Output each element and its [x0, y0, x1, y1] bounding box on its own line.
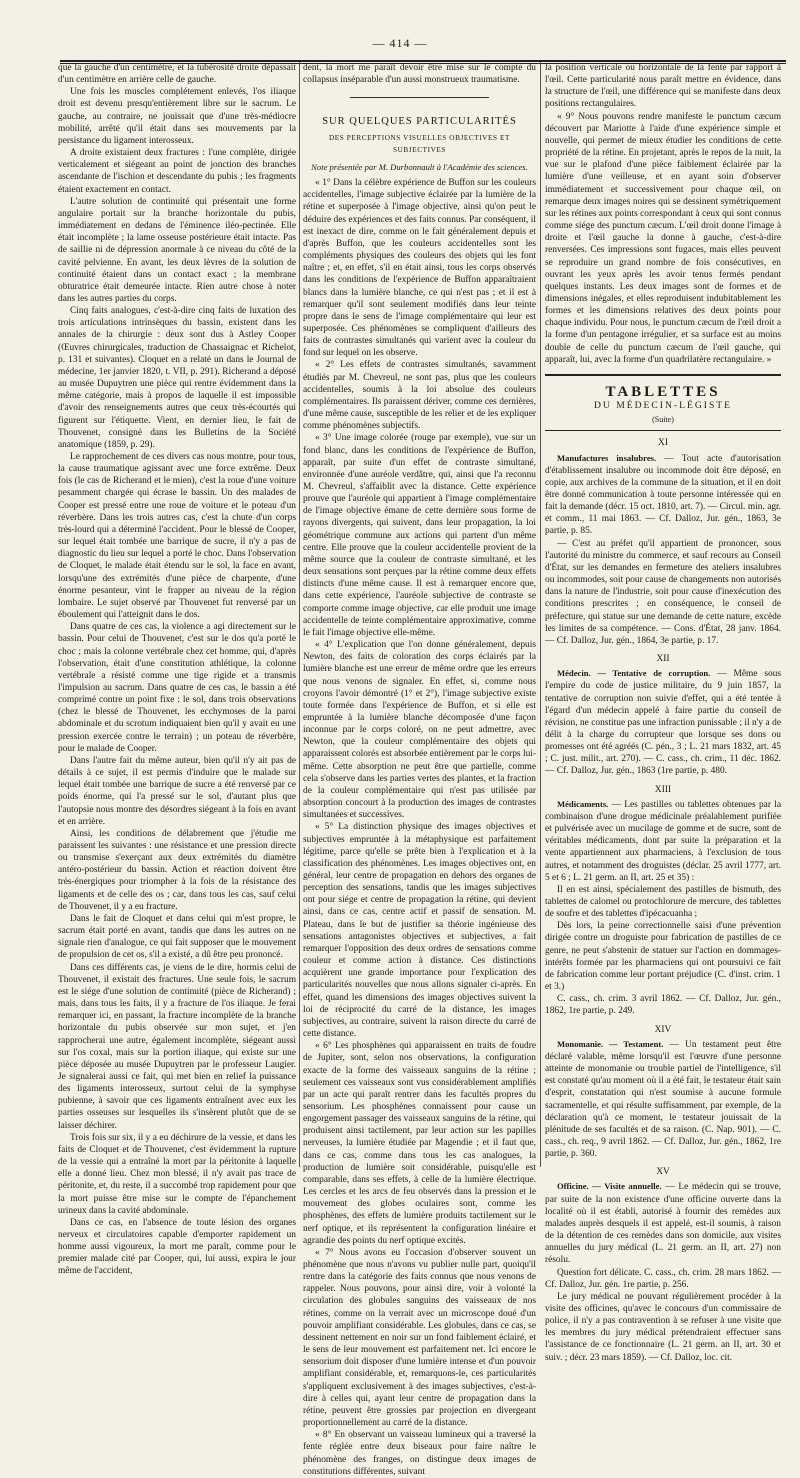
- column-divider: [540, 62, 541, 1167]
- paragraph: « 6° Les phosphènes qui apparaissent en traits de foudre de Jupiter, sont, selon nos observations, la configuration exacte de la forme des vaisseaux sanguins de la rétine ; seulement ces vaisseaux sont vus considérablement amplifiés par un acte qui paraît rentrer dans les facultés propres du sensorium. Les phosphènes connaissent pour cause un engorgement passager des vaisseaux sanguins de la rétine, qui produisent ainsi tactilement, par leur action sur les papilles nerveuses, la lumière étudiée par Magendie ; et il faut que, dans ce cas, comme dans tous les cas analogues, la production de lumière soit considérable, puisqu'elle est comparable, dans ses effets, à celle de la lumière électrique. Les cercles et les arcs de feu observés dans la pression et le mouvement des globes oculaires sont, comme les phosphènes, des effets de lumière produits tactilement sur le nerf optique, et ils représentent la configuration linéaire et agrandie des points du nerf optique excités.: [303, 1041, 536, 1246]
- entry-text: — Un testament peut être déclaré valable, même lorsqu'il est l'œuvre d'une personne atteinte de monomanie ou trouble partiel de l'intelligence, s'il est constaté qu'au moment où il a été fait, le testateur était sain d'esprit, constatation qui n'est soumise à aucune formule sacramentelle, et qui résulte suffisamment, par exemple, de la déclaration qu'à ce moment, le testateur jouissait de la plénitude de ses facultés et de sa raison. (C. Nap. 901). — C. cass., ch. req., 9 avril 1862. — Cf. Dalloz, Jur. gén., 1862, 1re partie, p. 360.: [545, 1039, 782, 1160]
- section-number: XI: [658, 438, 668, 449]
- article-title: SUR QUELQUES PARTICULARITÉS: [322, 116, 517, 128]
- paragraph: Dans ces différents cas, je viens de le dire, hormis celui de Thouvenet, il existait des fractures. Une seule fois, le sacrum est le siége d'une solution de continuité (pièce de Richerand) ; mais, dans tous les faits, il y a fracture de l'os iliaque. Je ferai remarquer ici, en passant, la fracture incomplète de la branche horizontale du pubis observée sur mon sujet, et j'en rapprocherai une autre, également incomplète, siégeant aussi sur l'os coxal, mais sur la portion iliaque, qui existe sur une pièce déposée au musée Dupuytren par le professeur Laugier. Je signalerai aussi ce fait, qui met bien en relief la puissance des ligaments interosseux, surtout celui de la symphyse pubienne, à savoir que ces ligaments entraînent avec eux les parties osseuses sur lesquelles ils s'insèrent plutôt que de se laisser déchirer.: [58, 962, 296, 1131]
- paragraph: Le jury médical ne pouvant régulièrement procéder à la visite des officines, qu'avec le concours d'un commissaire de police, il n'y a pas contravention à se refuser à une visite que les membres du jury médical prétendraient effectuer sans l'assistance de ce fonctionnaire (L. 21 germ. an II, art. 30 et suiv. ; décr. 23 mars 1859). — Cf. Dalloz, loc. cit.: [545, 1291, 781, 1363]
- paragraph: Il en est ainsi, spécialement des pastilles de bismuth, des tablettes de calomel ou protochlorure de mercure, des tablettes de soufre et des tablettes d'ipécacuanha ;: [545, 884, 781, 920]
- paragraph: L'autre solution de continuité qui présentait une forme angulaire portait sur la branche horizontale du pubis, immédiatement en dedans de l'éminence iléo-pectinée. Elle était incomplète ; la lame osseuse postérieure était intacte. Pas de saillie ni de dépression anormale à ce niveau du côté de la cavité pelvienne. En avant, les deux lèvres de la solution de continuité étaient dans un contact exact ; la membrane obturatrice était demeurée intacte. Rien autre chose à noter dans les autres parties du corps.: [58, 196, 296, 304]
- paragraph: A droite existaient deux fractures : l'une complète, dirigée verticalement et siégeant au point de jonction des branches ascendante de l'ischion et descendante du pubis ; les fragments étaient exactement en contact.: [58, 148, 296, 195]
- section-xi: [545, 437, 781, 647]
- article-note: Note présentée par M. Durbonnault à l'Académie des sciences.: [311, 161, 528, 172]
- paragraph: — C'est au préfet qu'il appartient de prononcer, sous l'autorité du ministre du commerce, et sauf recours au Conseil d'État, sur les demandes en fermeture des ateliers insalubres ou incommodes, soit pour cause de changements non autorisés dans la nature de l'industrie, soit pour cause d'inexécution des conditions prescrites ; en conséquence, le conseil de préfecture, qui statue sur une demande de cette nature, excède les limites de sa compétence. — Cons. d'État, 28 janv. 1864. — Cf. Dalloz, Jur. gén., 1864, 3e partie, p. 17.: [545, 538, 781, 646]
- entry-heading: Monomanie. — Testament.: [557, 1038, 664, 1049]
- paragraph: « 2° Les effets de contrastes simultanés, savamment étudiés par M. Chevreul, ne sont pas, plus que les couleurs accidentelles, soumis à la loi absolue des couleurs complémentaires. Ils paraissent dériver, comme ces dernières, d'une même cause, susceptible de les relier et de les expliquer comme phénomènes subjectifs.: [303, 360, 536, 432]
- section-rule: [303, 90, 536, 102]
- paragraph: Une fois les muscles complétement enlevés, l'os iliaque droit est devenu presqu'entièrement libre sur le sacrum. Le gauche, au contraire, ne jouissait que d'une très-médiocre mobilité, arrêté qu'il était dans ses mouvements par la persistance du ligament interosseux.: [58, 87, 296, 146]
- tablettes-header: [545, 374, 781, 431]
- paragraph: « 8° En observant un vaisseau lumineux qui a traversé la fente réglée entre deux biseaux pour faire naître le phénomène des franges, on distingue deux images de constitutions différentes, suivant: [303, 1430, 536, 1477]
- column-2: [303, 62, 536, 1477]
- paragraph: Dès lors, la peine correctionnelle saisi d'une prévention dirigée contre un droguiste pour fabrication de pastilles de ce genre, ne peut s'abstenir de statuer sur l'action en dommages-intérêts formée par les pharmaciens qui ont poursuivi ce fait de fabrication comme leur portant préjudice (C. d'inst. crim. 1 et 3.): [545, 921, 781, 993]
- paragraph: Dans le fait de Cloquet et dans celui qui m'est propre, le sacrum était porté en avant, tandis que dans les autres on ne signale rien d'analogue, ce qui fait supposer que le mouvement de propulsion de cet os, s'il a existé, a dû être peu prononcé.: [58, 913, 296, 961]
- paragraph: Dans l'autre fait du même auteur, bien qu'il n'y ait pas de détails à ce sujet, il est permis d'induire que le malade sur lequel était tombée une barrique de sucre a été renversé par ce poids énorme, qui l'a pressé sur le sol, d'autant plus que l'autopsie nous montre des désordres siégeant à la fois en avant et en arrière.: [58, 755, 296, 827]
- paragraph: dent, la mort me paraît devoir être mise sur le compte du collapsus inséparable d'un aussi monstrueux traumatisme.: [303, 63, 536, 86]
- tablettes-suite: (Suite): [652, 415, 674, 425]
- paragraph: C. cass., ch. crim. 3 avril 1862. — Cf. Dalloz, Jur. gén., 1862, 1re partie, p. 249.: [545, 994, 781, 1017]
- entry-text: — Même sous l'empire du code de justice militaire, du 9 juin 1857, la tentative de corruption non suivie d'effet, qui a été tentée à l'égard d'un médecin appelé à faire partie du conseil de révision, ne constitue pas une infraction punissable ; il n'y a de délit à la charge du corrupteur que lorsque ses dons ou promesses ont été agréés (C. pén., 3 ; L. 21 mars 1832, art. 45 ; C. just. milit., art. 270). — C. cass., ch. crim., 11 déc. 1862. — Cf. Dalloz, Jur. gén., 1863 (1re partie, p. 480.: [545, 669, 782, 777]
- article-subtitle: DES PERCEPTIONS VISUELLES OBJECTIVES ET SUBJECTIVES: [328, 133, 510, 154]
- section-number: XV: [656, 1167, 670, 1178]
- paragraph: Question fort délicate. C. cass., ch. crim. 28 mars 1862. — Cf. Dalloz, Jur. gén. 1re partie, p. 256.: [545, 1267, 781, 1290]
- section-xiv: [545, 1024, 781, 1161]
- tablettes-title: TABLETTES: [605, 383, 721, 400]
- paragraph: Trois fois sur six, il y a eu déchirure de la vessie, et dans les faits de Cloquet et de Thouvenet, c'est évidemment la rupture de la vessie qui a entraîné la mort par la péritonite à laquelle elle a donné lieu. Chez mon blessé, il n'y avait pas trace de péritonite, et, du reste, il a succombé trop rapidement pour que la mort puisse être mise sur le compte de l'épanchement urineux dans la cavité abdominale.: [58, 1132, 296, 1216]
- entry-text: — Tout acte d'autorisation d'établissement insalubre ou incommode doit être déposé, en copie, aux archives de la commune de la situation, et il en doit être donné communication à toute personne intéressée qui en fait la demande (décr. 15 oct. 1810, art. 7). — Circul. min. agr. et comm., 11 mai 1863. — Cf. Dalloz, Jur. gén., 1863, 3e partie, p. 85.: [545, 453, 781, 537]
- section-xiii: [545, 784, 781, 1018]
- paragraph: « 7° Nous avons eu l'occasion d'observer souvent un phénomène que nous n'avons vu publier nulle part, quoiqu'il rentre dans la catégorie des faits connus que nous venons de rappeler. Nous pouvons, pour ainsi dire, voir à volonté la circulation des globules sanguins des vaisseaux de nos rétines, comme on la verrait avec un microscope doué d'un pouvoir amplifiant considérable. Les globules, dans ce cas, se dessinent nettement en noir sur un fond faiblement éclairé, et le sens de leur mouvement est parfaitement net. Ici encore le sensorium doit disposer d'une lumière intense et d'un pouvoir amplifiant considérable, et, remarquons-le, ces particularités s'appliquent exclusivement à des images subjectives, c'est-à-dire à celles qui, ayant leur centre de propagation dans la rétine, peuvent être grossies par projection en divergeant proportionnellement au carré de la distance.: [303, 1247, 536, 1429]
- column-divider: [299, 62, 300, 1167]
- paragraph: Dans ce cas, en l'absence de toute lésion des organes nerveux et circulatoires capable d'emporter rapidement un homme aussi vigoureux, la mort me paraît, comme pour le premier malade cité par Cooper, qui, lui aussi, expira le jour même de l'accident,: [58, 1217, 296, 1277]
- section-number: XIV: [654, 1024, 672, 1035]
- entry-heading: Manufactures insalubres.: [557, 452, 657, 463]
- paragraph: que la gauche d'un centimètre, et la tubérosité droite dépassait d'un centimètre en arrière celle de gauche.: [58, 63, 296, 86]
- tablettes-subtitle: DU MÉDECIN-LÉGISTE: [593, 400, 733, 412]
- entry-heading: Officine. — Visite annuelle.: [557, 1181, 662, 1192]
- column-3: [545, 62, 782, 1363]
- entry-heading: Médecin. — Tentative de corruption.: [557, 668, 711, 679]
- entry-heading: Médicaments.: [557, 798, 609, 809]
- paragraph: Dans quatre de ces cas, la violence a agi directement sur le bassin. Pour celui de Thouvenet, c'est sur le dos qu'a porté le choc ; mais la colonne vertébrale chez cet homme, qui, d'après l'observation, était d'une constitution athlétique, la colonne vertébrale a résisté comme une tige rigide et a transmis l'impulsion au sacrum. Dans quatre de ces cas, le bassin a été comprimé contre un point fixe : le sol, dans trois observations (chez le blessé de Thouvenet, les ecchymoses de la paroi abdominale et du scrotum indiquaient bien qu'il y avait eu une pression exercée contre le terrain) ; un poteau de réverbère, pour le malade de Cooper.: [58, 622, 296, 754]
- paragraph: Ainsi, les conditions de délabrement que j'étudie me paraissent les suivantes : une résistance et une pression directe ou transmise s'exerçant aux deux extrémités du diamètre antéro-postérieur du bassin. Action et réaction doivent être très-énergiques pour triompher à la fois de la résistance des ligaments et de celle des os ; car, dans tous les cas, sauf celui de Thouvenet, il y a eu fracture.: [58, 828, 296, 912]
- entry-text: — Le médecin qui se trouve, par suite de la non existence d'une officine ouverte dans la localité où il est établi, autorisé à fournir des remèdes aux malades auprès desquels il est appelé, est-il soumis, à raison de la détention de ces remèdes dans son domicile, aux visites annuelles du jury médical (L. 21 germ. an II, art. 27) non résolu.: [545, 1182, 781, 1266]
- paragraph: « 9° Nous pouvons rendre manifeste le punctum cæcum découvert par Mariotte à l'aide d'une expérience simple et nouvelle, qui permet de mieux étudier les conditions de cette propriété de la rétine. En projetant, après le repos de la nuit, la vue sur le plafond d'une pièce faiblement éclairée par la lumière d'une veilleuse, et en ayant soin d'observer immédiatement et successivement pour chaque œil, on remarque deux images noires qui se dessinent symétriquement sur les rétines aux points correspondant à ceux qui sont connus comme siége des punctum cæcum. L'œil droit donne l'image à droite et l'œil gauche la donne à gauche, c'est-à-dire renversées. Ces impressions sont fugaces, mais elles peuvent se reproduire un grand nombre de fois consécutives, en ouvrant les yeux après les avoir tenus fermés pendant quelques instants. Les deux images sont de formes et de dimensions inégales, et elles reproduisent indubitablement les formes et les dimensions relatives des deux points pour chaque individu. Pour nous, le punctum cæcum de l'œil droit a la forme d'un pentagone irrégulier, et sa surface est au moins double de celle du punctum cæcum de l'œil gauche, qui apparaît, lui, avec la forme d'un quadrilatère rectangulaire. »: [545, 111, 781, 365]
- paragraph: la position verticale ou horizontale de la fente par rapport à l'œil. Cette particularité nous paraît mettre en évidence, dans la structure de l'œil, une différence qui se manifeste dans deux positions rectangulaires.: [545, 63, 781, 110]
- paragraph: « 3° Une image colorée (rouge par exemple), vue sur un fond blanc, dans les conditions de l'expérience de Buffon, apparaît, par suite d'un effet de contraste simultané, environnée d'une auréole verdâtre, qui, ainsi que l'a reconnu M. Chevreul, s'affaiblit avec la distance. Cette expérience prouve que l'auréole qui appartient à l'image complémentaire de l'image objective émane de cette dernière sous forme de rayons divergents, qui suivent, dans leur propagation, la loi géométrique commune aux actions qui partent d'un même centre. Elle prouve que la couleur accidentelle provient de la même source que la couleur de contraste simultané, et les deux sensations sont perçues par la rétine comme deux effets distincts d'une même cause. Il est à remarquer encore que, dans cette expérience, l'auréole subjective de contraste se comporte comme image objective, car elle produit une image accidentelle de teinte complémentaire approximative, comme le fait l'image objective elle-même.: [303, 433, 536, 638]
- paragraph: Le rapprochement de ces divers cas nous montre, pour tous, la cause traumatique agissant avec une force extrême. Deux fois (le cas de Richerand et le mien), c'est la roue d'une voiture pesamment chargée qui écrase le bassin. Un des malades de Cooper est pressé entre une roue de voiture et le poteau d'un réverbère. Dans les trois autres cas, c'est la chute d'un corps très-lourd qui a déterminé l'accident. Pour le blessé de Cooper, sur lequel était tombée une barrique de sucre, il n'y a pas de diagnostic du lieu sur lequel a porté le choc. Dans l'observation de Cloquet, le malade était étendu sur le sol, la face en avant, lorsqu'une des extrémités d'une pièce de charpente, d'une énorme pesanteur, vint le frapper au niveau de la région lombaire. Le sujet observé par Thouvenet fut renversé par un éboulement qui l'atteignit dans le dos.: [58, 452, 296, 621]
- column-1: [58, 62, 296, 1277]
- paragraph: « 4° L'explication que l'on donne généralement, depuis Newton, des faits de coloration des corps éclairés par la lumière blanche est une erreur de même ordre que les erreurs que nous venons de signaler. En effet, si, comme nous croyons l'avoir démontré (1° et 2°), l'image subjective existe toute formée dans l'expérience de Buffon, et si elle est empruntée à la lumière blanche décomposée d'une façon inconnue par le corps coloré, on ne peut admettre, avec Newton, que la couleur complémentaire des objets qui apparaissent colorés est absorbée entièrement par le corps lui-même. Cette absorption ne peut être que partielle, comme cela s'observe dans les parties vertes des plantes, et la fraction de la couleur complémentaire qui n'est pas utilisée par absorption concourt à la production des images de contrastes simultanées et successives.: [303, 640, 536, 821]
- paragraph: « 5° La distinction physique des images objectives et subjectives empruntée à la métaphysique est parfaitement légitime, parce qu'elle se prête bien à l'explication et à la classification des phénomènes. Les images objectives ont, en général, leur centre de propagation en dehors des organes de perception des sensations, tandis que les images subjectives ont pour siége et centre de propagation la rétine, qui devient ainsi, dans ce cas, centre actif et passif de sensation. M. Plateau, dans le but de justifier sa théorie ingénieuse des sensations antagonistes objectives et subjectives, a fait remarquer l'opposition des deux ordres de sensations comme couleur et comme action à distance. Ces distinctions acquièrent une grande importance pour l'explication des particularités nouvelles que nous allons signaler ci-après. En effet, quand les dimensions des images objectives suivent la loi de réciprocité du carré de la distance, les images subjectives, au contraire, suivent la raison directe du carré de cette distance.: [303, 822, 536, 1040]
- page-header: [0, 6, 800, 58]
- page-number: — 414 —: [372, 36, 428, 50]
- section-number: XIII: [654, 784, 672, 795]
- section-number: XII: [656, 654, 670, 665]
- section-xv: [545, 1166, 781, 1364]
- entry-text: — Les pastilles ou tablettes obtenues par la combinaison d'une drogue médicinale préalablement purifiée et pulvérisée avec un mucilage de gomme et de sucre, sont de véritables médicaments, dont par suite la préparation et la vente appartiennent aux pharmaciens, à l'exclusion de tous autres, et notamment des droguistes (déclar. 25 avril 1777, art. 5 et 6 ; L. 21 germ. an II, art. 25 et 35) :: [545, 799, 781, 883]
- paragraph: Cinq faits analogues, c'est-à-dire cinq faits de luxation des trois articulations intrinsèques du bassin, existent dans les annales de la chirurgie : deux sont dus à Astley Cooper (Œuvres chirurgicales, traduction de Chassaignac et Richelot, p. 131 et suivantes). Cloquet en a relaté un dans le Journal de médecine, 1er janvier 1820, t. VII, p. 291). Richerand a déposé au musée Dupuytren une pièce qui rentre évidemment dans la même catégorie, mais à propos de laquelle il est impossible d'avoir des renseignements autres que ceux très-écourtés qui figurent sur l'étiquette. Vient, en dernier lieu, le fait de Thouvenet, consigné dans les Bulletins de la Société anatomique (1859, p. 29).: [58, 306, 296, 450]
- section-xii: [545, 653, 781, 778]
- paragraph: « 1° Dans la célèbre expérience de Buffon sur les couleurs accidentelles, l'image subjective éclairée par la lumière de la rétine et superposée à l'image objective, ainsi qu'on peut le déduire des expériences et des faits connus. Par conséquent, il est inexact de dire, comme on le fait généralement depuis et d'après Buffon, que les couleurs accidentelles sont les compléments physiques des couleurs des objets qui les font naître ; et, en effet, s'il en était ainsi, tous les corps observés dans les conditions de l'expérience de Buffon apparaîtraient blancs dans la lumière blanche, ce qui n'est pas ; et il est à remarquer qu'il sont seulement modifiés dans leur teinte propre dans le sens de l'image complémentaire qui leur est superposée. Ces phénomènes se compliquent d'ailleurs des faits de contrastes simultanés qui varient avec la couleur du fond sur lequel on les observe.: [303, 178, 536, 359]
